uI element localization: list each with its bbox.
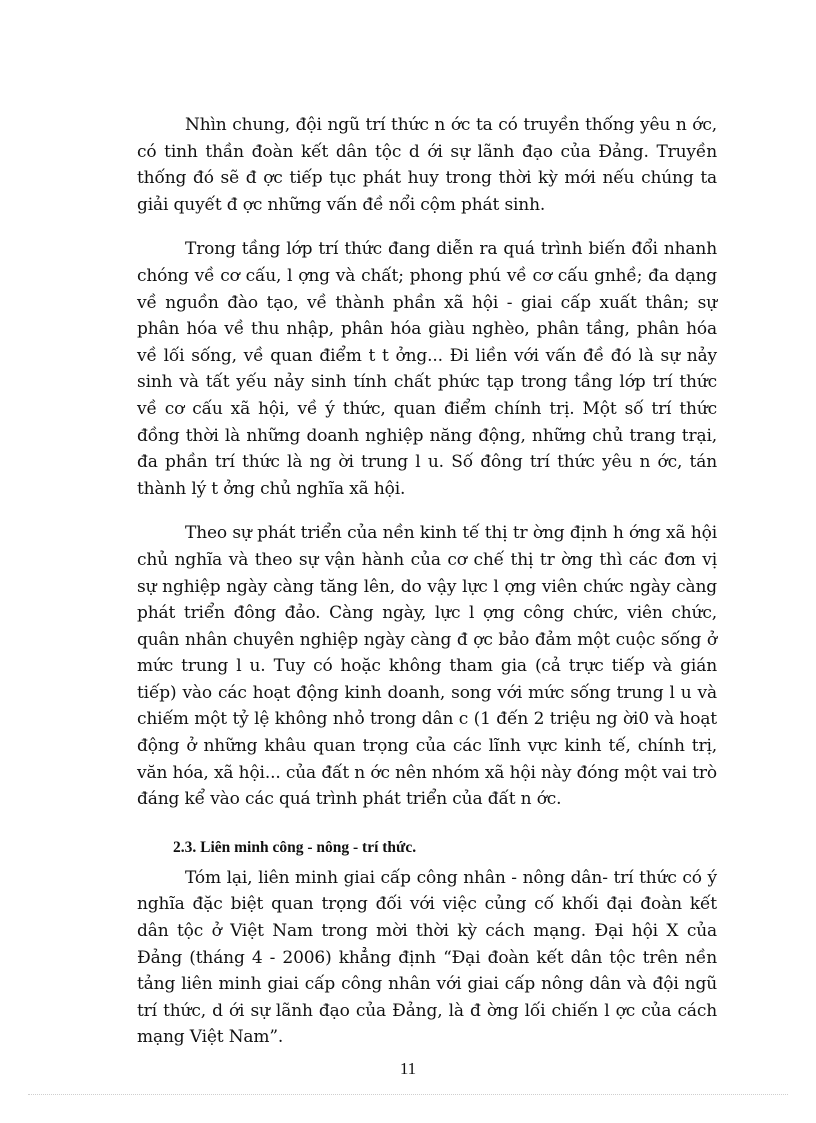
page-number: 11 bbox=[399, 1059, 417, 1078]
paragraph-market-economy-officials: Theo sự phát triển của nền kinh tế thị tr ờng định h ớng xã hội chủ nghĩa và theo sự vận hành của cơ chế thị tr ờng thì các đơn vị sự nghiệp ngày càng tăng lên, do vậy lực l ợng viên chức ngày càng phát triển đông đảo. Càng ngày, lực l ợng công chức, viên chức, quân nhân chuyên nghiệp ngày càng đ ợc bảo đảm một cuộc sống ở mức trung l u. Tuy có hoặc không tham gia (cả trực tiếp và gián tiếp) vào các hoạt động kinh doanh, song với mức sống trung l u và chiếm một tỷ lệ không nhỏ trong dân c (1 đến 2 triệu ng ời0 và hoạt động ở những khâu quan trọng của các lĩnh vực kinh tế, chính trị, văn hóa, xã hội... của đất n ớc nên nhóm xã hội này đóng một vai trò đáng kể vào các quá trình phát triển của đất n ớc. bbox=[137, 523, 717, 810]
paragraph-intellectual-transformation: Trong tầng lớp trí thức đang diễn ra quá trình biến đổi nhanh chóng về cơ cấu, l ợng và chất; phong phú về cơ cấu gnhề; đa dạng về nguồn đào tạo, về thành phần xã hội - giai cấp xuất thân; sự phân hóa về thu nhập, phân hóa giàu nghèo, phân tầng, phân hóa về lối sống, về quan điểm t t ởng... Đi liền với vấn đề đó là sự nảy sinh và tất yếu nảy sinh tính chất phức tạp trong tầng lớp trí thức về cơ cấu xã hội, về ý thức, quan điểm chính trị. Một số trí thức đồng thời là những doanh nghiệp năng động, những chủ trang trại, đa phần trí thức là ng ời trung l u. Số đông trí thức yêu n ớc, tán thành lý t ởng chủ nghĩa xã hội. bbox=[137, 239, 717, 499]
section-heading: 2.3. Liên minh công - nông - trí thức. bbox=[173, 838, 417, 856]
page-body bbox=[137, 112, 717, 1051]
footer-divider bbox=[28, 1094, 788, 1095]
paragraph-alliance-conclusion: Tóm lại, liên minh giai cấp công nhân - nông dân- trí thức có ý nghĩa đặc biệt quan trọng đối với việc củng cố khối đại đoàn kết dân tộc ở Việt Nam trong mời thời kỳ cách mạng. Đại hội X của Đảng (tháng 4 - 2006) khẳng định “Đại đoàn kết dân tộc trên nền tảng liên minh giai cấp công nhân với giai cấp nông dân và đội ngũ trí thức, d ới sự lãnh đạo của Đảng, là đ ờng lối chiến l ợc của cách mạng Việt Nam”. bbox=[137, 867, 717, 1048]
paragraph-intellectual-tradition: Nhìn chung, đội ngũ trí thức n ớc ta có truyền thống yêu n ớc, có tinh thần đoàn kết dân tộc d ới sự lãnh đạo của Đảng. Truyền thống đó sẽ đ ợc tiếp tục phát huy trong thời kỳ mới nếu chúng ta giải quyết đ ợc những vấn đề nổi cộm phát sinh. bbox=[137, 115, 717, 215]
